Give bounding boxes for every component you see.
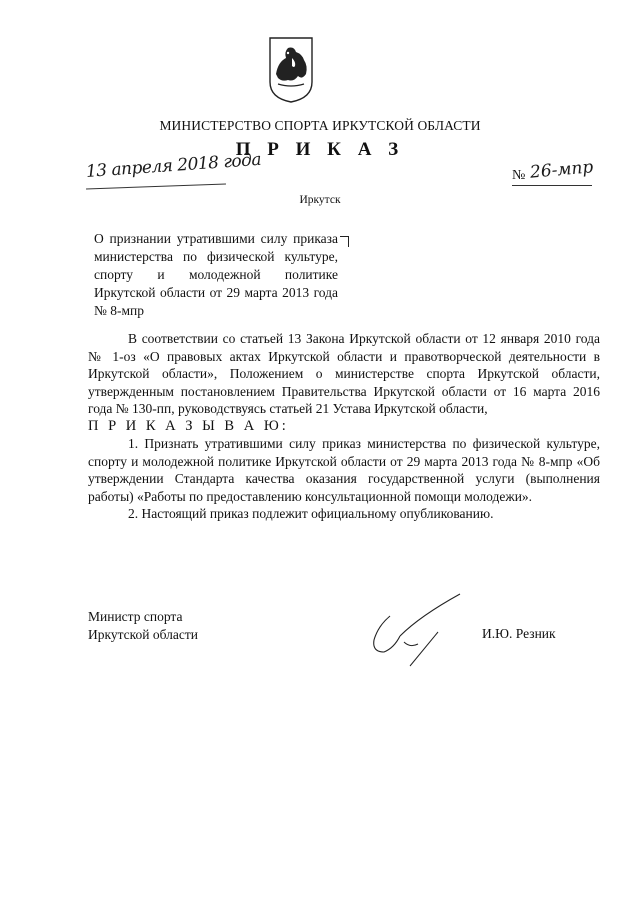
position-line-2: Иркутской области: [88, 627, 199, 642]
preamble-paragraph: В соответствии со статьей 13 Закона Иркутской области от 12 января 2010 года № 1-оз «О правовых актах Иркутской области и правотворческой деятельности в Иркутской области», Положением о министерстве спорта Иркутской области, утвержденным постановлением Правительства Иркутской области от 16 марта 2016 года № 130-пп, руководствуясь статьей 21 Устава Иркутской области,: [88, 331, 600, 416]
handwritten-number: 26-мпр: [529, 157, 595, 183]
signatory-position: [88, 608, 198, 644]
date-underline: [86, 184, 226, 190]
order-keyword: П Р И К А З Ы В А Ю:: [88, 417, 289, 434]
item-1: 1. Признать утратившими силу приказ министерства по физической культуре, спорту и молодежной политике Иркутской области от 29 марта 2013 года № 8-мпр «Об утверждении Стандарта качества оказания государственной услуги (выполнения работы) «Работы по предоставлению консультационной помощи молодежи».: [88, 436, 600, 504]
subject-corner-mark: [340, 236, 349, 247]
document-title: П Р И К А З: [235, 139, 405, 160]
number-prefix: №: [512, 168, 526, 183]
signatory-name: И.Ю. Резник: [482, 626, 556, 641]
number-underline: [512, 185, 592, 186]
order-subject: О признании утратившими силу приказа министерства по физической культуре, спорту и молодежной политике Иркутской области от 29 марта 2013 года № 8-мпр: [94, 231, 338, 318]
city: Иркутск: [299, 194, 341, 206]
order-body: [88, 330, 600, 523]
handwritten-signature: [360, 586, 470, 676]
ministry-name: МИНИСТЕРСТВО СПОРТА ИРКУТСКОЙ ОБЛАСТИ: [159, 118, 481, 133]
item-2: 2. Настоящий приказ подлежит официальному опубликованию.: [128, 506, 494, 521]
handwritten-date: 13 апреля 2018 года: [85, 149, 262, 182]
coat-of-arms-emblem: [268, 36, 314, 104]
position-line-1: Министр спорта: [88, 609, 183, 624]
